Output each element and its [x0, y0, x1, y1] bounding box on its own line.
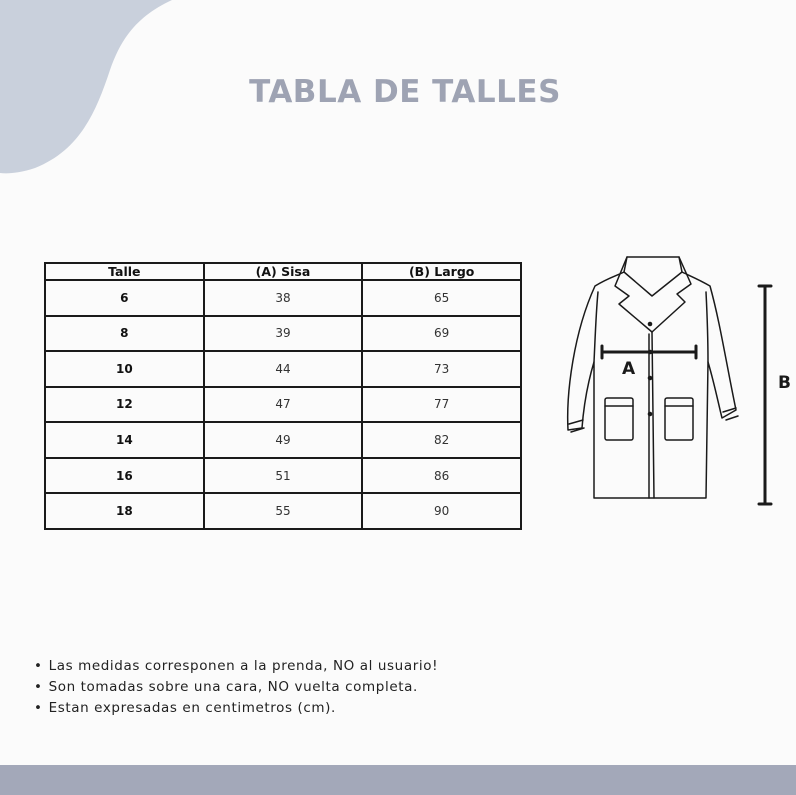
cell-sisa: 39 [204, 316, 363, 352]
cell-size: 18 [45, 493, 204, 529]
cell-size: 14 [45, 422, 204, 458]
table-row [45, 280, 521, 316]
cell-sisa: 49 [204, 422, 363, 458]
cell-sisa: 44 [204, 351, 363, 387]
cell-size: 6 [45, 280, 204, 316]
cell-largo: 86 [362, 458, 521, 494]
cell-size: 12 [45, 387, 204, 423]
table-row [45, 387, 521, 423]
cell-largo: 65 [362, 280, 521, 316]
cell-largo: 77 [362, 387, 521, 423]
cell-sisa: 38 [204, 280, 363, 316]
table-row [45, 316, 521, 352]
cell-sisa: 51 [204, 458, 363, 494]
table-row [45, 493, 521, 529]
table-row [45, 422, 521, 458]
cell-largo: 69 [362, 316, 521, 352]
size-table [44, 262, 522, 530]
cell-sisa: 47 [204, 387, 363, 423]
header-largo: (B) Largo [362, 263, 521, 280]
table-row [45, 458, 521, 494]
cell-size: 10 [45, 351, 204, 387]
lab-coat-icon [568, 257, 738, 498]
footer-band [0, 765, 796, 795]
cell-largo: 82 [362, 422, 521, 458]
notes-list [34, 656, 438, 719]
note-item: • Estan expresadas en centimetros (cm). [34, 698, 438, 719]
note-item: • Las medidas corresponen a la prenda, NO al usuario! [34, 656, 438, 677]
cell-sisa: 55 [204, 493, 363, 529]
cell-largo: 90 [362, 493, 521, 529]
cell-largo: 73 [362, 351, 521, 387]
measure-a-label: A [622, 359, 636, 379]
measure-b-line [759, 286, 771, 504]
cell-size: 8 [45, 316, 204, 352]
table-row [45, 351, 521, 387]
note-item: • Son tomadas sobre una cara, NO vuelta completa. [34, 677, 438, 698]
measure-b-label: B [778, 373, 791, 393]
garment-diagram [560, 252, 796, 512]
table-header-row [45, 263, 521, 280]
header-talle: Talle [45, 263, 204, 280]
header-sisa: (A) Sisa [204, 263, 363, 280]
cell-size: 16 [45, 458, 204, 494]
page-title: TABLA DE TALLES [249, 74, 561, 110]
